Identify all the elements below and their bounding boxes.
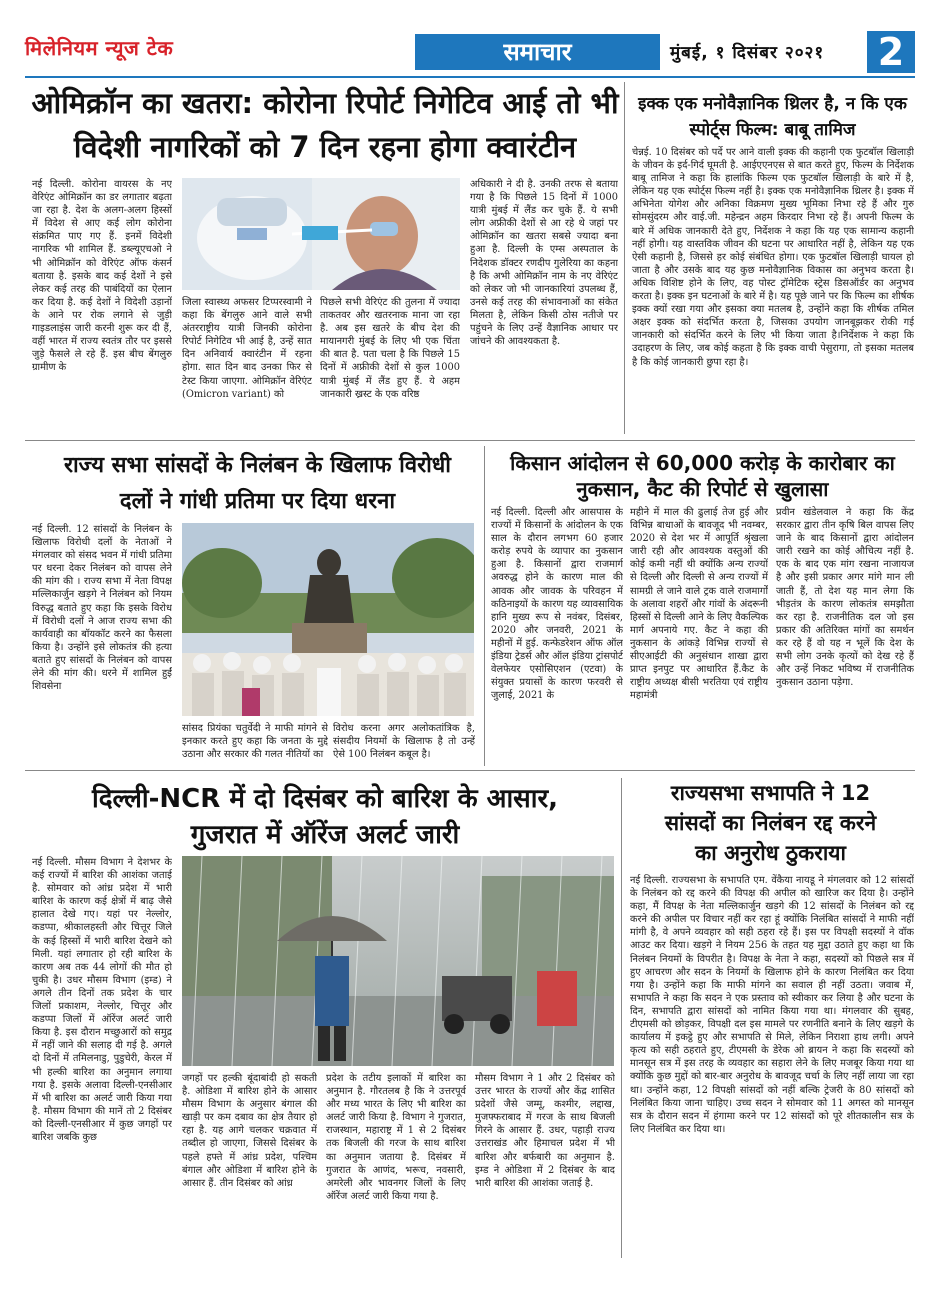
story5-headline-line2: गुजरात में ऑरेंज अलर्ट जारी (190, 820, 460, 850)
divider-horizontal-2 (25, 770, 915, 771)
divider-vertical-1 (624, 82, 625, 434)
divider-vertical-2 (484, 446, 485, 766)
top-rule (25, 76, 915, 78)
story3-headline-line2: दलों ने गांधी प्रतिमा पर दिया धरना (119, 489, 396, 514)
story1-headline-line2: विदेशी नागरिकों को 7 दिन रहना होगा क्वारंटीन (73, 130, 577, 164)
story1-col4: अधिकारी ने दी है. उनकी तरफ से बताया गया है कि पिछले 15 दिनों में 1000 यात्री मुंबई में लैंड कर चुके हैं. ये सभी लोग अफ्रीकी देशों से आ रहे थे जहां पर ओमिक्रॉन का खतरा सबसे ज्यादा बना हुआ है. दिल्ली के एम्स अस्पताल के निदेशक डॉक्टर रणदीप गुलेरिया का कहना है कि अभी ओमिक्रॉन नाम के नए वेरिएंट को लेकर जो भी जानकारियां उपलब्ध हैं, उनसे कई तरह की संभावनाओं का संकेत मिलता है, लेकिन किसी ठोस नतीजे पर पहुंचने के लिए उन्हें वैज्ञानिक आधार पर जांचने की आवश्यकता है. (470, 179, 618, 348)
story6-headline-line2: सांसदों का निलंबन रद्द करने (664, 811, 877, 835)
story1-col1: नई दिल्ली. कोरोना वायरस के नए वेरिएंट ओमिक्रॉन का डर लगातार बढ़ता जा रहा है. देश के अलग-अलग हिस्सों में विदेश से आए कई लोग कोरोना संक्रमित पाए गए हैं. इनमें विदेशी नागरिक भी शामिल हैं. डब्ल्यूएचओ ने भी ओमिक्रॉन को वेरिएंट ऑफ कंसर्न बताया है. इसके बाद कई देशों ने इसे लेकर कई तरह की पाबंदियों का ऐलान कर दिया है. कई देशों ने विदेशी उड़ानों के आने पर रोक लगाने से जुड़ी गाइडलाइंस जारी करनी शुरू कर दी हैं, वहीं भारत में राज्य स्वतंत्र तौर पर इससे जुड़े फैसले ले रहे हैं. इस बीच बेंगलुरु ग्रामीण के (32, 179, 172, 374)
section-label: समाचार (415, 34, 660, 70)
divider-vertical-3 (621, 778, 622, 1258)
story3-col2: सांसद प्रियंका चतुर्वेदी ने माफी मांगने से इनकार करते हुए कहा कि जनता के मुद्दे उठाना और सरकार की गलत नीतियों का (182, 723, 328, 761)
story3-headline-line1: राज्य सभा सांसदों के निलंबन के खिलाफ विरोधी (63, 453, 452, 478)
story3-col3: विरोध करना अगर अलोकतांत्रिक है, संसदीय नियमों के खिलाफ है तो उन्हें ऐसे 100 निलंबन कबूल है। (333, 723, 475, 761)
story6-headline-line1: राज्यसभा सभापति ने 12 (670, 781, 871, 805)
rain-umbrella-photo (182, 856, 614, 1066)
story4-headline-line2: नुकसान, कैट की रिपोर्ट से खुलासा (576, 477, 829, 501)
story2-headline-line1: इक्क एक मनोवैज्ञानिक थ्रिलर है, न कि एक (638, 94, 907, 114)
story1-col3: पिछले सभी वेरिएंट की तुलना में ज्यादा ताकतवर और खतरनाक माना जा रहा है. अब इस खतरे के बीच देश की मायानगरी मुंबई के लिए भी एक चिंता की बात है. पता चला है कि पिछले 15 दिनों में अफ्रीकी देशों से कुल 1000 यात्री मुंबई में लैंड हुए हैं. ये अहम जानकारी ख्रस्ट के एक वरिष्ठ (320, 297, 460, 400)
dateline: मुंबई, १ दिसंबर २०२१ (670, 43, 825, 63)
story5-col3: प्रदेश के तटीय इलाकों में बारिश का अनुमान है. गौरतलब है कि ने उत्तरपूर्व और मध्य भारत के लिए भी बारिश का अलर्ट जारी किया है. विभाग ने गुजरात, राजस्थान, महाराष्ट्र में 1 से 2 दिसंबर तक बिजली की गरज के साथ बारिश का अनुमान जताया है. दिसंबर में गुजरात के आणंद, भरूच, नवसारी, अमरेली और भावनगर जिलों के लिए ऑरेंज अलर्ट जारी किया गया है. (326, 1073, 466, 1202)
covid-test-photo (182, 178, 460, 290)
story5-col1: नई दिल्ली. मौसम विभाग ने देशभर के कई राज्यों में बारिश की आशंका जताई है. सोमवार को आंध्र प्रदेश में भारी बारिश के कारण कई क्षेत्रों में बाढ़ जैसे हालात देखे गए। यहां पर नेल्लोर, कडप्पा, श्रीकालहस्ती और चित्तूर जिले के कई हिस्सों में भारी बारिश देखने को मिली. यहां लगातार हो रही बारिश के कारण अब तक 44 लोगों की मौत हो चुकी है। उधर मौसम विभाग (इम्ड) ने अगले तीन दिनों तक प्रदेश के चार जिलों प्रकाशम, नेल्लोर, चित्तूर और कडप्पा जिलों में ऑरेंज अलर्ट जारी किया है. इस दौरान मच्छुआरों को समुद्र में नहीं जाने की सलाह दी गई है. अगले दो दिनों में तमिलनाडु, पुडुचेरी, केरल में भी हल्की बारिश का अनुमान लगाया गया है. इसके अलावा दिल्ली-एनसीआर में भी बारिश का अलर्ट जारी किया गया है. मौसम विभाग की मानें तो 2 दिसंबर को दिल्ली-एनसीआर में कुछ जगहों पर बारिश जबकि कुछ (32, 857, 172, 1143)
story4-col1: नई दिल्ली. दिल्ली और आसपास के राज्यों में किसानों के आंदोलन के एक साल के दौरान लगभग 60 हजार करोड़ रुपये के व्यापार का नुकसान हुआ है. किसानों द्वारा राजमार्ग अवरुद्ध होने के कारण माल की आवक और जावक के परिवहन में कठिनाइयों के कारण यह व्यावसायिक हानि मुख्य रूप से नवंबर, दिसंबर, 2020 और जनवरी, 2021 के महीनों में हुई. कन्फेडरेशन ऑफ ऑल इंडिया ट्रेडर्स और ऑल इंडिया ट्रांसपोर्ट वेलफेयर एसोसिएशन (एटवा) के संयुक्त प्रयासों के कारण फरवरी से जुलाई, 2021 के (491, 507, 623, 702)
gandhi-statue-protest-photo (182, 523, 474, 716)
story1-col2: जिला स्वास्थ्य अफसर टिप्परस्वामी ने कहा कि बेंगलुरु आने वाले सभी अंतरराष्ट्रीय यात्री जिनकी कोरोना रिपोर्ट निगेटिव भी आई है, उन्हें सात दिन अनिवार्य क्वारंटीन में रहना होगा. सात दिन बाद उनका फिर से टेस्ट किया जाएगा. ओमिक्रॉन वेरिएंट (Omicron variant) को (182, 297, 312, 400)
story2-headline-line2: स्पोर्ट्स फिल्म: बाबू तामिज (689, 120, 856, 140)
story3-col1: नई दिल्ली. 12 सांसदों के निलंबन के खिलाफ विरोधी दलों के नेताओं ने मंगलवार को संसद भवन में गांधी प्रतिमा पर धरना देकर निलंबन को वापस लेने की मांग की । राज्य सभा में नेता विपक्ष मल्लिकार्जुन खड़गे ने निलंबन को नियम विरुद्ध बताते हुए कहा कि इसके विरोध में विरोधी दलों ने आज राज्य सभा की कार्यवाही का बॉयकॉट करने का फैसला किया है। उन्होंने इसे लोकतंत्र की हत्या बताते हुए सांसदों के निलंबन को वापस लेने की मांग की। धरने में शामिल हुईं शिवसेना (32, 524, 172, 693)
story5-headline-line1: दिल्ली-NCR में दो दिसंबर को बारिश के आसार, (91, 784, 559, 814)
story5-col4: मौसम विभाग ने 1 और 2 दिसंबर को उत्तर भारत के राज्यों और केंद्र शासित प्रदेशों जैसे जम्मू, कश्मीर, लद्दाख, मुजफ्फराबाद में गरज के साथ बिजली गिरने के आसार हैं. उधर, पहाड़ी राज्य उत्तराखंड और हिमाचल प्रदेश में भी बारिश और बर्फबारी का अनुमान है. इम्ड ने ओडिशा में 2 दिसंबर के बाद भारी बारिश की आशंका जताई है. (475, 1073, 615, 1189)
story6-headline-line3: का अनुरोध ठुकराया (695, 841, 846, 865)
divider-horizontal-1 (25, 440, 915, 441)
page-number: 2 (867, 31, 915, 73)
story5-col2: जगहों पर हल्की बूंदाबांदी हो सकती है. ओडिशा में बारिश होने के आसार मौसम विभाग के अनुसार बंगाल की खाड़ी पर कम दबाव का क्षेत्र तैयार हो रहा है. यह आगे चलकर चक्रवात में तब्दील हो जाएगा, जिससे दिसंबर के पहले हफ्ते में आंध्र प्रदेश, पश्चिम बंगाल और ओडिशा में बारिश होने के आसार हैं. तीन दिसंबर को आंध्र (182, 1073, 317, 1189)
story6-body: नई दिल्ली. राज्यसभा के सभापति एम. वेंकैया नायडू ने मंगलवार को 12 सांसदों के निलंबन को रद्द करने की विपक्ष की अपील को खारिज कर दिया है। उन्होंने कहा, मैं विपक्ष के नेता मल्लिकार्जुन खड़गे की 12 सांसदों के निलंबन को रद्द करने की अपील पर विचार नहीं कर रहा हूं क्योंकि निलंबित सांसदों ने माफी नहीं मांगी है, वे अपने व्यवहार को सही ठहरा रहे हैं। इस पर विपक्षी सदस्यों ने वॉक आउट कर दिया। खड़गे ने नियम 256 के तहत यह मुद्दा उठाते हुए कहा था कि निलंबन नियमों के विपरीत है। विपक्ष के नेता ने कहा, सदस्यों को पिछले सत्र में हुए आचरण और सदन के नियमों के खिलाफ होने के कारण निलंबित कर दिया गया है। उन्होंने कहा कि माफी मांगने का सवाल ही नहीं उठता। जवाब में, सभापति ने कहा कि सदन ने एक प्रस्ताव को स्वीकार कर लिया है और घटना के दिन, सभापति द्वारा सांसदों को नामित किया गया था। मंगलवार की सुबह, टीएमसी को छोड़कर, विपक्षी दल इस मामले पर रणनीति बनाने के लिए खड़गे के कार्यालय में इकट्ठे हुए और सभापति से मिले, लेकिन निराशा हाथ लगी। अपने कृत्य को सही ठहराते हुए, टीएमसी के डेरेक ओ ब्रायन ने कहा कि सदस्यों को मानसून सत्र में इस तरह के व्यवहार का सहारा लेने के लिए मजबूर किया गया था क्योंकि कुछ मुद्दों को बार-बार अनुरोध के बावजूद चर्चा के लिए नहीं लाया जा रहा था। उन्होंने कहा, 12 विपक्षी सांसदों को नहीं बल्कि ट्रेजरी के 80 सांसदों को निलंबित किया जाना चाहिए। उच्च सदन ने सोमवार को 11 अगस्त को मानसून सत्र के दौरान सदन में हंगामा करने पर 12 सांसदों को पूरे शीतकालीन सत्र के लिए निलंबित कर दिया था। (630, 875, 914, 1135)
story4-col3: प्रवीन खंडेलवाल ने कहा कि केंद्र सरकार द्वारा तीन कृषि बिल वापस लिए जाने के बाद किसानों द्वारा आंदोलन जारी रखने का कोई औचित्य नहीं है. एक के बाद एक मांग रखना नाजायज है और इसी प्रकार अगर मांगे मान ली जाती हैं, तो देश यह मान लेगा कि भीड़तंत्र के कारण लोकतंत्र समझौता कर रहा है. राजनीतिक दल जो इस प्रकार की अतिरिक्त मांगों का समर्थन कर रहे हैं वो यह न भूलें कि देश के सभी लोग उनके कृत्यों को देख रहे हैं और उन्हें निकट भविष्य में राजनीतिक नुकसान उठाना पड़ेगा. (776, 507, 914, 689)
masthead (25, 30, 915, 74)
story2-body: चेन्नई. 10 दिसंबर को पर्दे पर आने वाली इक्क की कहानी एक फुटबॉल खिलाड़ी के जीवन के इर्द-गिर्द घूमती है. आईएएनएस से बात करते हुए, फिल्म के निर्देशक बाबू तामिज ने कहा कि हालांकि फिल्म एक फुटबॉल खिलाड़ी के बारे में है, लेकिन यह एक स्पोर्ट्स फिल्म नहीं है। इक्क एक मनोवैज्ञानिक थ्रिलर है। इक्क में अभिनेता योगेश और अनिका विक्रमण मुख्य भूमिका निभा रहे हैं और गुरु सोमसुंदरम और वाई.जी. महेन्द्रन अहम किरदार निभा रहे हैं। अपनी फिल्म के बारे में अधिक जानकारी देते हुए, निर्देशक ने कहा कि यह एक सामान्य कहानी नहीं होगी। यह वास्तविक जीवन की घटना पर आधारित नहीं है, लेकिन यह एक ऐसी कहानी है, जिससे हर कोई संबंधित होगा। एक फुटबॉल खिलाड़ी घायल हो जाता है और उसके बाद यह कुछ मनोवैज्ञानिक विकास का अनुभव करता है। अधिक विशिष्ट होने के लिए, वह पोस्ट ट्रॉमेटिक स्ट्रेस डिसऑर्डर का अनुभव करता है। इक्क इन घटनाओं के बारे में है। यह पूछे जाने पर कि फिल्म का शीर्षक इक्क क्यों रखा गया और इसका क्या मतलब है, उन्होंने कहा कि शीर्षक तमिल अक्षर इक्क को संदर्भित करता है, जिसका उपयोग जानबूझकर रोकी गई जानकारी को संदर्भित करने के लिए भी किया जाता है।निर्देशक ने कहा कि उदाहरण के लिए, जब कोई कहता है कि इक्क वाची पेसुरागा, तो इसका मतलब है कि कोई जानकारी छुपा रहा है। (632, 147, 914, 368)
story4-headline-line1: किसान आंदोलन से 60,000 करोड़ के कारोबार का (510, 451, 895, 475)
story4-col2: महीने में माल की ढुलाई तेज हुई और विभिन्न बाधाओं के बावजूद भी नवम्बर, 2020 से देश भर में आपूर्ति श्रृंखला जारी रही और आवश्यक वस्तुओं की कोई कमी नहीं थी क्योंकि अन्य राज्यों से दिल्ली और दिल्ली से अन्य राज्यों में सामग्री ले जाने वाले ट्रक वाले राजमार्गों के अलावा शहरों और गांवों के अंदरूनी हिस्सों से दिल्ली आने के लिए वैकल्पिक मार्ग अपनाये गए. कैट ने कहा की नुकसान के आंकड़े विभिन्न राज्यों से सीएआईटी की अनुसंधान शाखा द्वारा प्राप्त इनपुट पर आधारित हैं.कैट के राष्ट्रीय अध्यक्ष बीसी भरतिया एवं राष्ट्रीय महामंत्री (630, 507, 768, 702)
brand-name: मिलेनियम न्यूज टेक (25, 36, 174, 60)
story1-headline-line1: ओमिक्रॉन का खतरा: कोरोना रिपोर्ट निगेटिव आई तो भी (31, 86, 619, 120)
